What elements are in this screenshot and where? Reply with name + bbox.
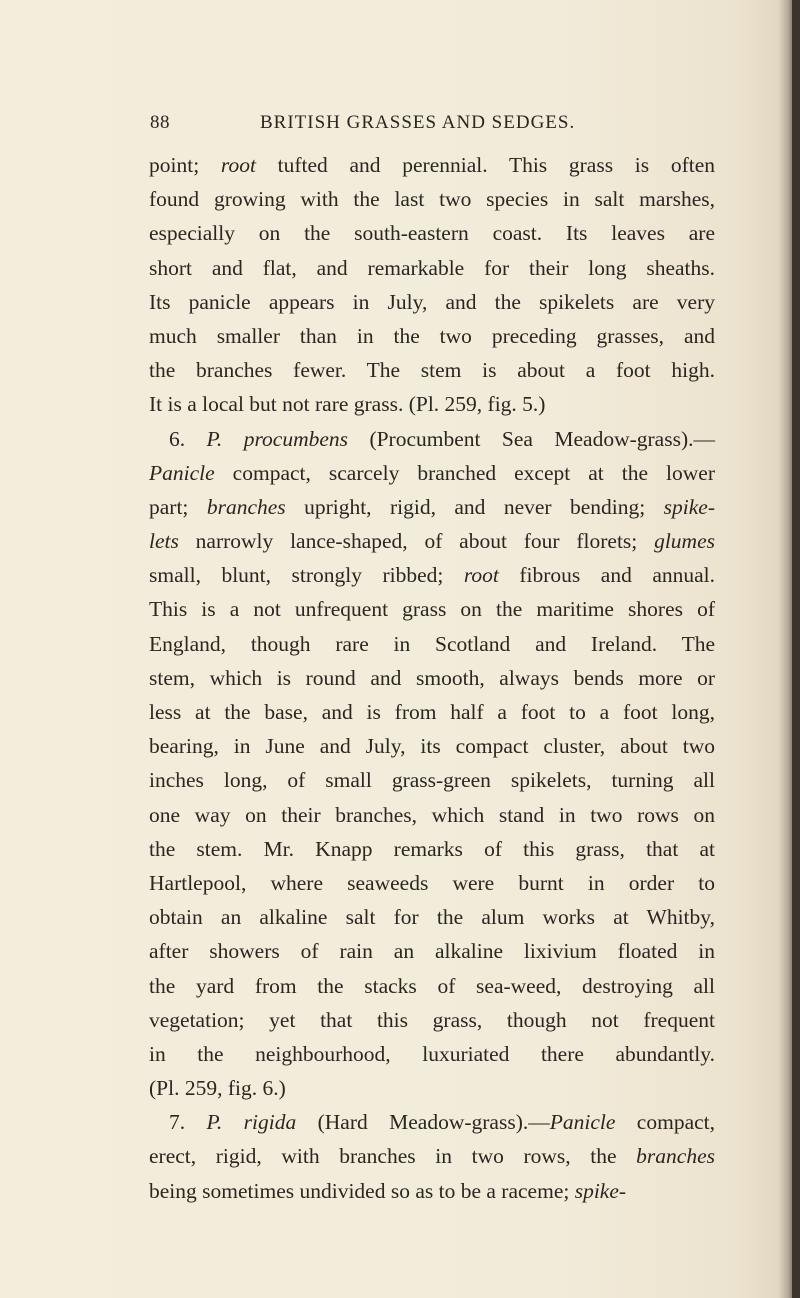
text-line — [149, 695, 715, 729]
italic-term: spike- — [574, 1178, 627, 1203]
text-line — [149, 182, 715, 216]
italic-term: Panicle — [549, 1110, 616, 1135]
text-run: Its panicle appears in July, and the spikelets are very — [149, 289, 715, 314]
italic-term: Panicle — [149, 460, 215, 485]
text-run: narrowly lance-shaped, of about four florets; — [178, 529, 655, 554]
text-run: much smaller than in the two preceding grasses, and — [149, 323, 715, 348]
italic-term: P. procumbens — [206, 426, 349, 451]
binding-edge — [792, 0, 800, 1298]
text-run: obtain an alkaline salt for the alum works at Whitby, — [149, 905, 715, 930]
text-line — [149, 524, 715, 558]
text-line — [149, 216, 715, 250]
text-run: one way on their branches, which stand in two rows on — [149, 802, 715, 827]
text-run: the branches fewer. The stem is about a foot high. — [149, 358, 715, 383]
text-line — [149, 627, 715, 661]
italic-term: glumes — [654, 529, 715, 554]
text-run: 6. — [169, 426, 207, 451]
text-run: Hartlepool, where seaweeds were burnt in order to — [149, 870, 715, 895]
text-line — [149, 763, 715, 797]
text-run: the stem. Mr. Knapp remarks of this grass, that at — [149, 836, 715, 861]
text-line — [149, 558, 715, 592]
text-run: short and flat, and remarkable for their long sheaths. — [149, 255, 715, 280]
text-run: 7. — [169, 1110, 207, 1135]
text-run: the yard from the stacks of sea-weed, destroying all — [149, 973, 715, 998]
text-line — [149, 1174, 715, 1208]
text-line — [149, 422, 715, 456]
text-run: inches long, of small grass-green spikelets, turning all — [149, 768, 715, 793]
text-line — [149, 832, 715, 866]
text-run: It is a local but not rare grass. (Pl. 259, fig. 5.) — [149, 392, 546, 417]
text-line — [149, 729, 715, 763]
text-run: (Hard Meadow-grass).— — [296, 1110, 550, 1135]
text-run: bearing, in June and July, its compact cluster, about two — [149, 734, 715, 759]
text-run: England, though rare in Scotland and Ireland. The — [149, 631, 715, 656]
text-run: found growing with the last two species in salt marshes, — [149, 187, 715, 212]
italic-term: lets — [149, 529, 179, 554]
text-run: part; — [149, 494, 207, 519]
text-line — [149, 661, 715, 695]
text-run: tufted and perennial. This grass is often — [255, 153, 716, 177]
text-line — [149, 148, 715, 182]
text-line — [149, 251, 715, 285]
text-run: erect, rigid, with branches in two rows, the — [149, 1144, 637, 1169]
text-run: upright, rigid, and never bending; — [285, 494, 664, 519]
text-run: compact, scarcely branched except at the lower — [214, 460, 715, 485]
italic-term: root — [463, 563, 499, 588]
text-run: in the neighbourhood, luxuriated there abundantly. — [149, 1041, 715, 1066]
text-run: fibrous and annual. — [498, 563, 716, 588]
page-number: 88 — [150, 112, 170, 133]
text-run: after showers of rain an alkaline lixivium floated in — [149, 939, 715, 964]
running-title: BRITISH GRASSES AND SEDGES. — [260, 112, 576, 133]
text-run: small, blunt, strongly ribbed; — [149, 563, 464, 588]
text-run: vegetation; yet that this grass, though not frequent — [149, 1007, 715, 1032]
text-line — [149, 1037, 715, 1071]
text-run: This is a not unfrequent grass on the maritime shores of — [149, 597, 715, 622]
text-line — [149, 866, 715, 900]
text-line — [149, 456, 715, 490]
text-line — [149, 1139, 715, 1173]
running-head — [150, 112, 670, 138]
text-run: (Procumbent Sea Meadow-grass).— — [348, 426, 715, 451]
text-run: being sometimes undivided so as to be a raceme; — [149, 1178, 575, 1203]
text-line — [149, 1003, 715, 1037]
text-line — [149, 969, 715, 1003]
italic-term: branches — [206, 494, 286, 519]
text-run: less at the base, and is from half a foot to a foot long, — [149, 700, 715, 724]
text-line — [149, 1105, 715, 1139]
text-line — [149, 592, 715, 626]
text-run: point; — [149, 153, 221, 177]
text-line — [149, 387, 715, 421]
text-run: stem, which is round and smooth, always bends more or — [149, 665, 715, 690]
italic-term: root — [220, 153, 256, 177]
text-line — [149, 353, 715, 387]
text-line — [149, 285, 715, 319]
italic-term: branches — [636, 1144, 715, 1169]
text-line — [149, 900, 715, 934]
text-line — [149, 934, 715, 968]
text-line — [149, 798, 715, 832]
text-run: especially on the south-eastern coast. Its leaves are — [149, 221, 715, 246]
text-run: (Pl. 259, fig. 6.) — [149, 1076, 286, 1101]
text-line — [149, 490, 715, 524]
body-text — [149, 148, 715, 1208]
italic-term: P. rigida — [206, 1110, 297, 1135]
italic-term: spike- — [663, 494, 715, 519]
text-line — [149, 319, 715, 353]
text-line — [149, 1071, 715, 1105]
text-run: compact, — [615, 1110, 716, 1135]
